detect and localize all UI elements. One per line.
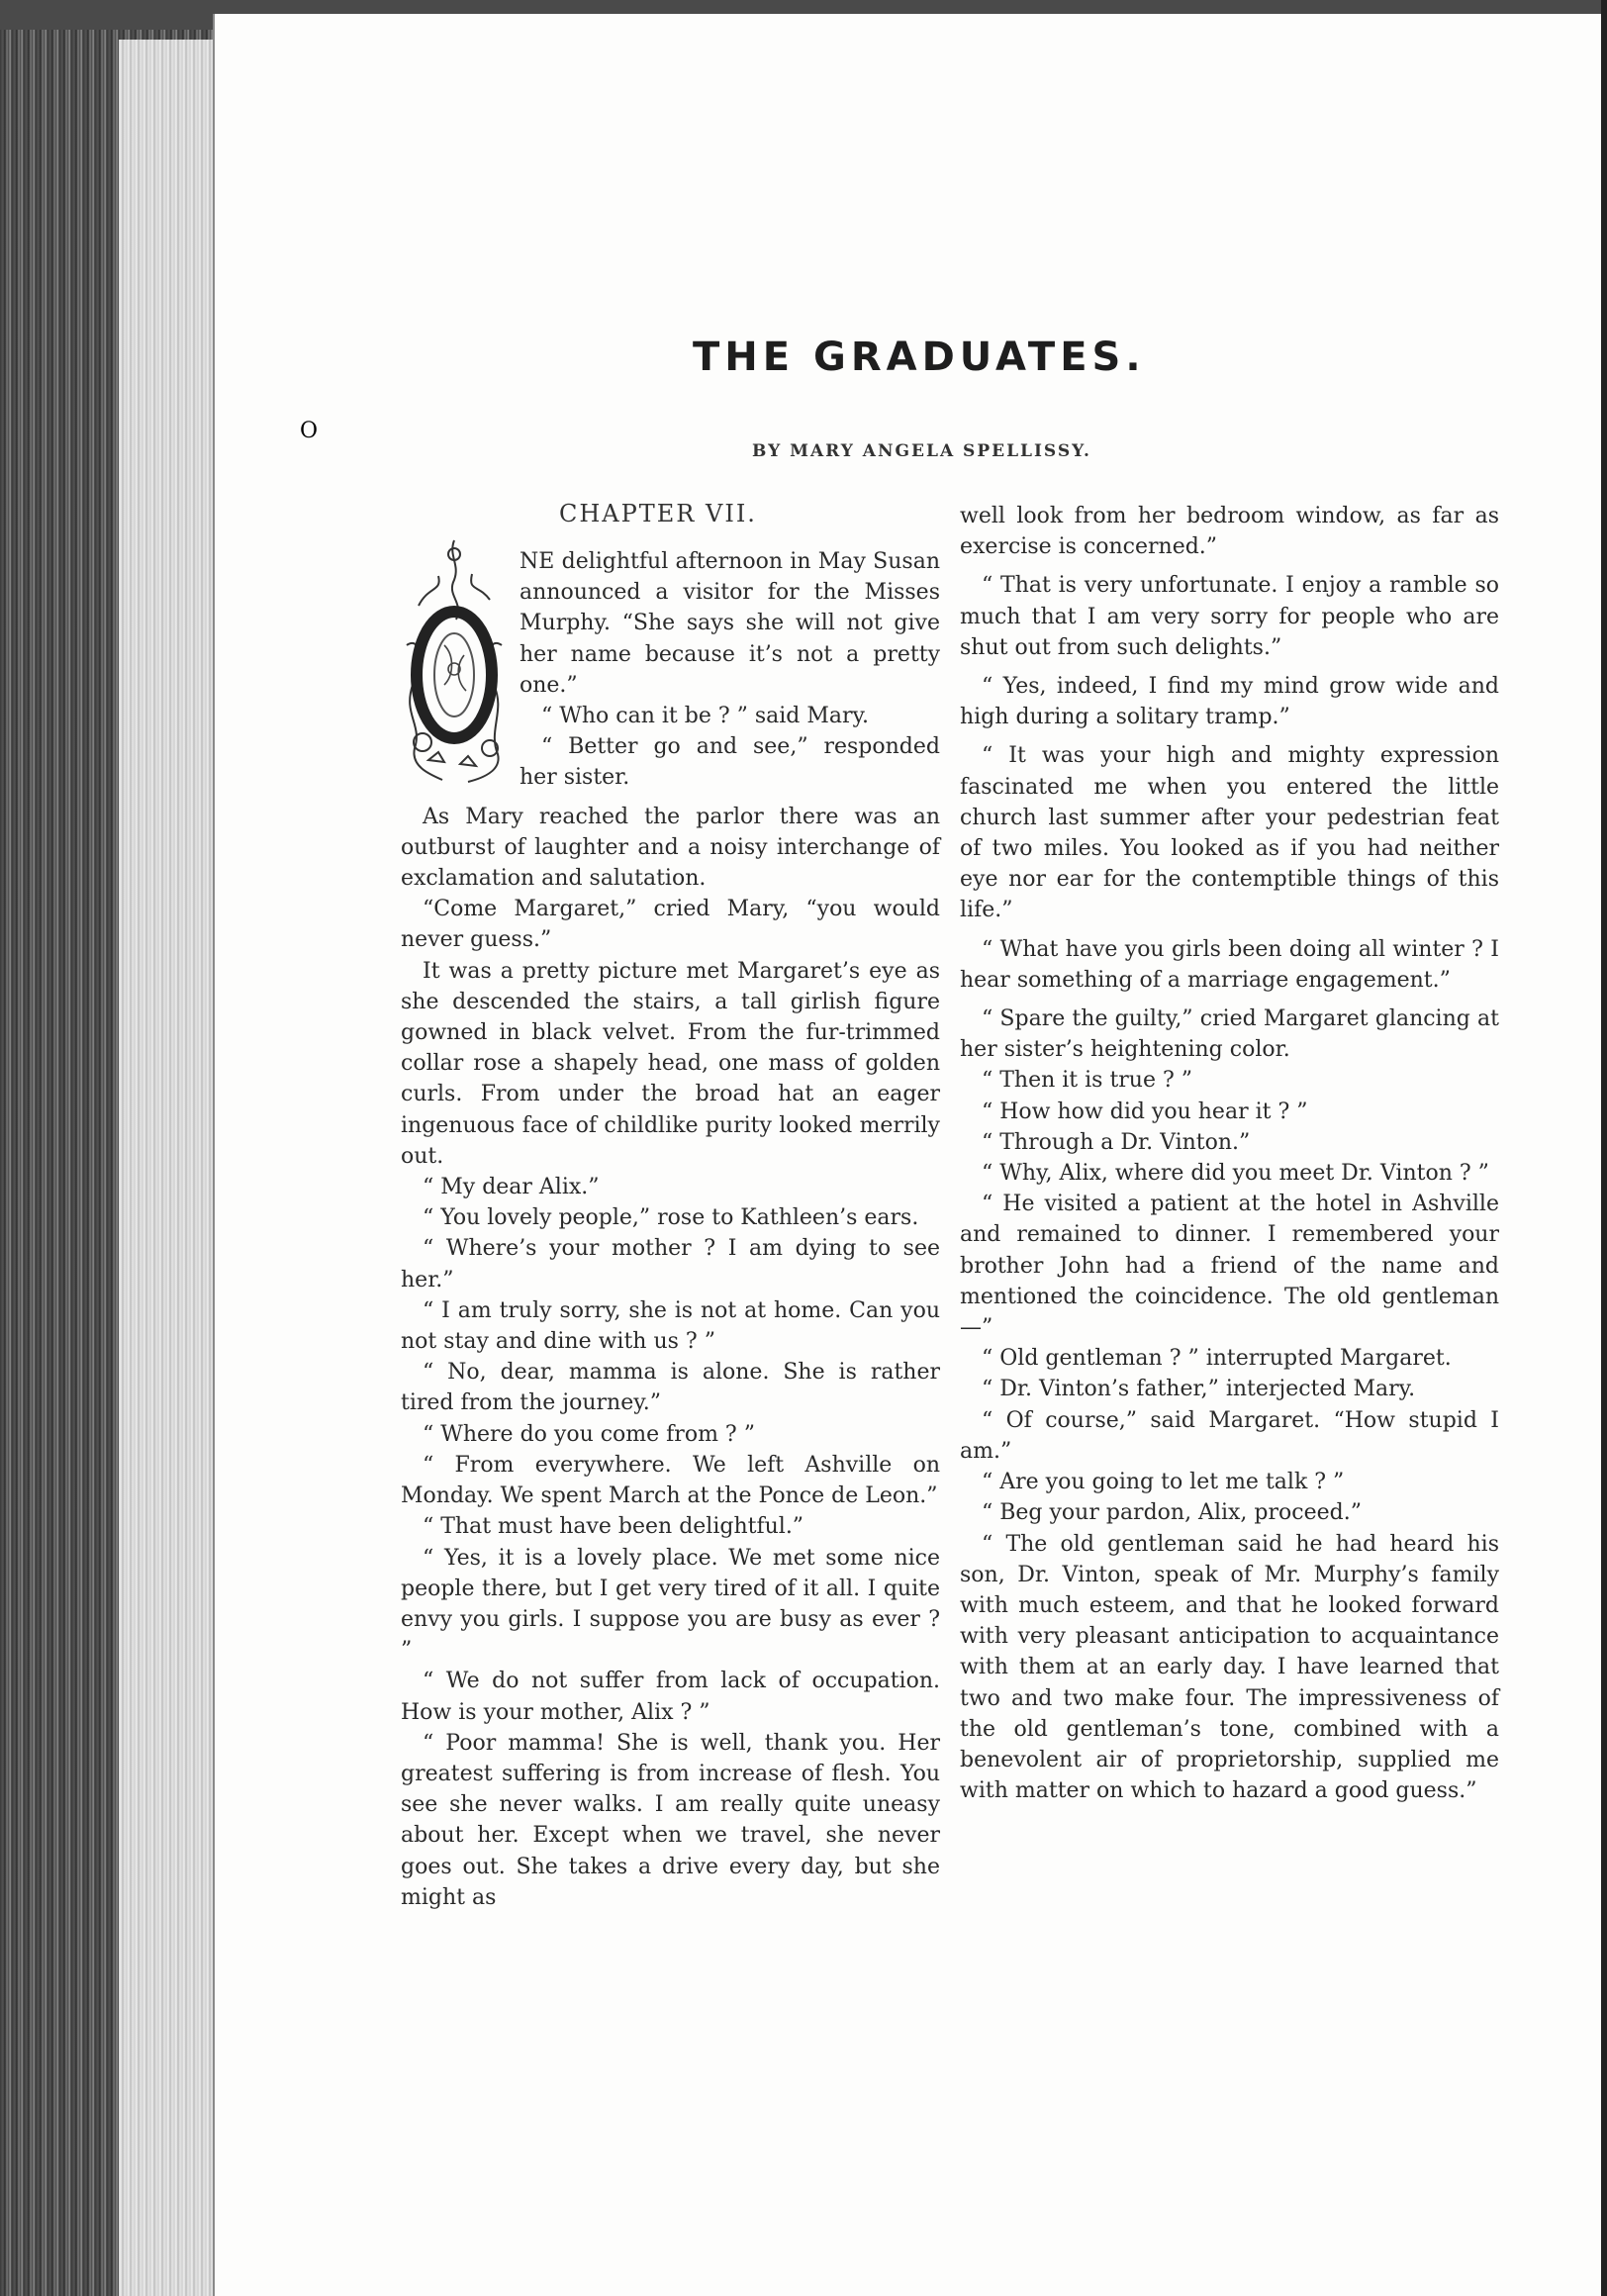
paragraph: “ It was your high and mighty expression fascinated me when you entered the little church last summer after your pedestrian feat of two miles. You looked as if you had neither eye nor ear for the contemptible things of this life.” bbox=[960, 743, 1499, 923]
paragraph: “ How how did you hear it ? ” bbox=[982, 1099, 1308, 1124]
paragraph: “ That must have been delightful.” bbox=[423, 1514, 804, 1540]
paragraph: “ We do not suffer from lack of occupation. How is your mother, Alix ? ” bbox=[401, 1669, 940, 1725]
paragraph: “ My dear Alix.” bbox=[423, 1175, 600, 1200]
chapter-heading: CHAPTER VII. bbox=[559, 500, 757, 527]
paragraph: “ Old gentleman ? ” interrupted Margaret. bbox=[982, 1346, 1452, 1372]
right-column bbox=[960, 501, 1499, 1806]
paragraph: “ I am truly sorry, she is not at home. Can you not stay and dine with us ? ” bbox=[401, 1297, 940, 1355]
floral-ornament-icon bbox=[300, 419, 510, 786]
paragraph: “ He visited a patient at the hotel in Ashville and remained to dinner. I remembered your brother John had a friend of the name and mentioned the coincidence. The old gentleman—” bbox=[960, 1192, 1499, 1341]
paragraph: “ Then it is true ? ” bbox=[982, 1068, 1193, 1094]
paragraph: “Come Margaret,” cried Mary, “you would never guess.” bbox=[401, 897, 940, 953]
paragraph: “ Dr. Vinton’s father,” interjected Mary. bbox=[982, 1377, 1416, 1402]
paragraph: “ Poor mamma! She is well, thank you. Her greatest suffering is from increase of flesh. You see she never walks. I am really quite uneasy about her. Except when we travel, she never goes out. She takes a drive every day, but she might as bbox=[401, 1730, 940, 1910]
paragraph: “ The old gentleman said he had heard his son, Dr. Vinton, speak of Mr. Murphy’s family with much esteem, and that he looked forward with very pleasant anticipation to acquaintance with them at an early day. I have learned that two and two make four. The impressiveness of the old gentleman’s tone, combined with a benevolent air of proprietorship, supplied me with matter on which to hazard a good guess.” bbox=[960, 1531, 1499, 1804]
article-byline: BY MARY ANGELA SPELLISSY. bbox=[752, 441, 1091, 461]
article-title: THE GRADUATES. bbox=[693, 335, 1146, 380]
dropcap-letter: O bbox=[300, 419, 319, 443]
paragraph: It was a pretty picture met Margaret’s eye as she descended the stairs, a tall girlish figure gowned in black velvet. From the fur-trimmed collar rose a shapely head, one mass of golden curls. From under the broad hat an eager ingenuous face of childlike purity looked merrily out. bbox=[401, 958, 940, 1169]
paragraph: well look from her bedroom window, as far as exercise is concerned.” bbox=[960, 504, 1499, 560]
book-right-edge bbox=[1601, 0, 1607, 2296]
paragraph: “ From everywhere. We left Ashville on Monday. We spent March at the Ponce de Leon.” bbox=[401, 1452, 940, 1509]
paragraph: “ Beg your pardon, Alix, proceed.” bbox=[982, 1500, 1362, 1526]
paragraph: “ Of course,” said Margaret. “How stupid I am.” bbox=[960, 1407, 1499, 1464]
paragraph: “ You lovely people,” rose to Kathleen’s ears. bbox=[423, 1205, 919, 1231]
paragraph: NE delightful afternoon in May Susan announced a visitor for the Misses Murphy. “She says she will not give her name because it’s not a pretty one.” bbox=[520, 549, 940, 698]
paragraph: “ What have you girls been doing all winter ? I hear something of a marriage engagement.” bbox=[960, 936, 1499, 993]
paragraph: “ Where’s your mother ? I am dying to see her.” bbox=[401, 1236, 940, 1292]
ornamental-dropcap-o bbox=[300, 419, 510, 786]
paragraph: “ Better go and see,” responded her sister. bbox=[520, 734, 940, 791]
paragraph: “ Through a Dr. Vinton.” bbox=[982, 1129, 1251, 1155]
paragraph: “ No, dear, mamma is alone. She is rather tired from the journey.” bbox=[401, 1360, 940, 1416]
book-page-edges-light bbox=[119, 40, 213, 2296]
paragraph: “ Where do you come from ? ” bbox=[423, 1421, 755, 1447]
paragraph: “ Are you going to let me talk ? ” bbox=[982, 1470, 1345, 1495]
paragraph: “ Why, Alix, where did you meet Dr. Vinton ? ” bbox=[982, 1161, 1489, 1187]
paragraph: “ That is very unfortunate. I enjoy a ramble so much that I am very sorry for people who are shut out from such delights.” bbox=[960, 573, 1499, 660]
paragraph: “ Yes, it is a lovely place. We met some nice people there, but I get very tired of it all. I quite envy you girls. I suppose you are busy as ever ? ” bbox=[401, 1545, 940, 1664]
paragraph: As Mary reached the parlor there was an outburst of laughter and a noisy interchange of exclamation and salutation. bbox=[401, 804, 940, 892]
paragraph: “ Spare the guilty,” cried Margaret glancing at her sister’s heightening color. bbox=[960, 1006, 1499, 1063]
paragraph: “ Who can it be ? ” said Mary. bbox=[541, 704, 870, 729]
paragraph: “ Yes, indeed, I find my mind grow wide and high during a solitary tramp.” bbox=[960, 674, 1499, 730]
